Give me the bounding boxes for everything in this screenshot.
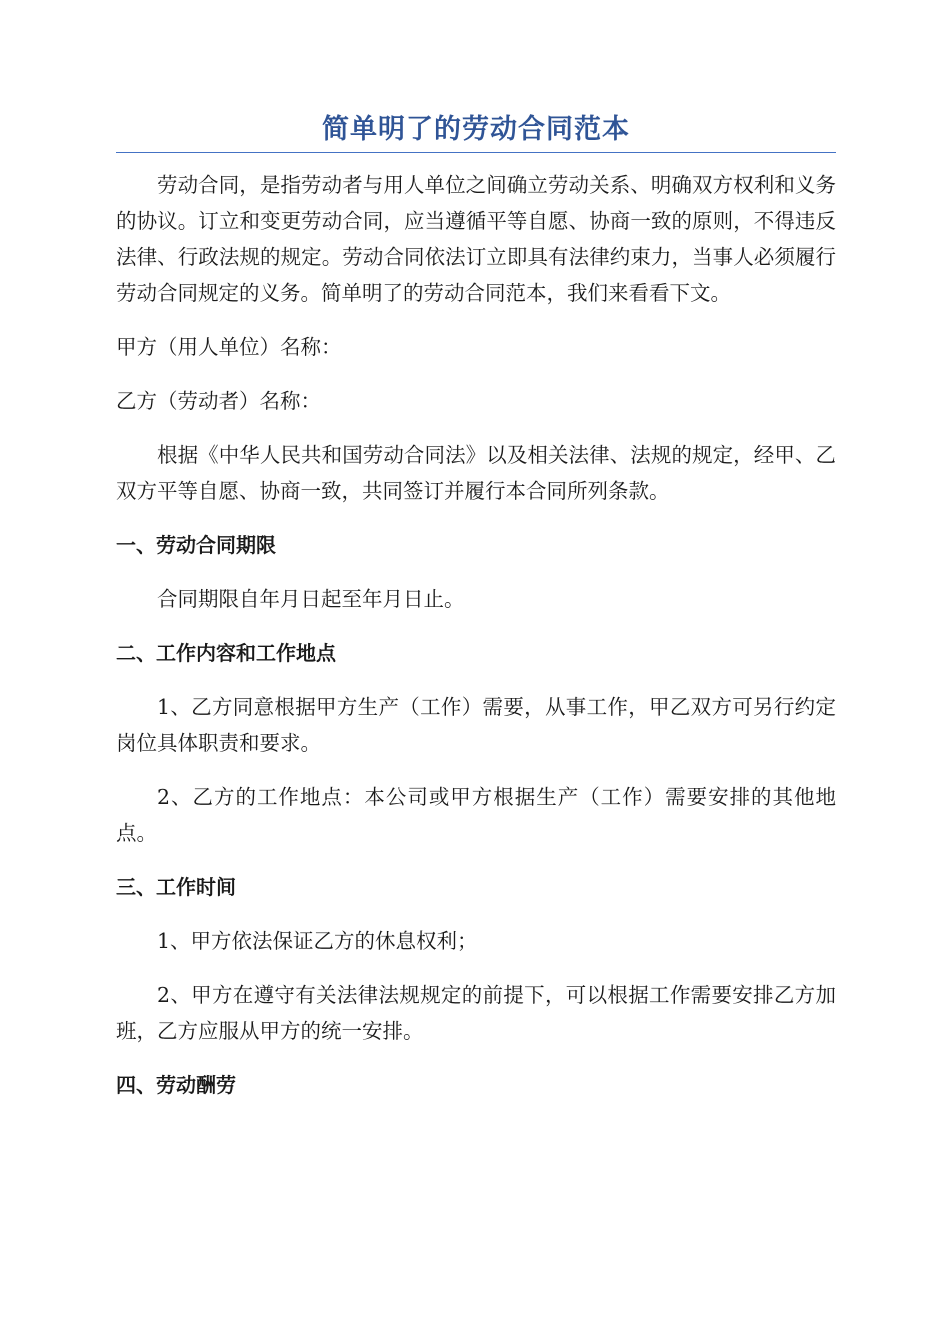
section-work-content-paragraph-1: 1、乙方同意根据甲方生产（工作）需要，从事工作，甲乙双方可另行约定岗位具体职责和要求。 xyxy=(116,695,836,755)
section-work-hours-paragraph-2: 2、甲方在遵守有关法律法规规定的前提下，可以根据工作需要安排乙方加班，乙方应服从甲方的统一安排。 xyxy=(116,983,836,1043)
section-term-paragraph: 合同期限自年月日起至年月日止。 xyxy=(157,587,465,611)
document-title: 简单明了的劳动合同范本 xyxy=(322,114,630,145)
section-work-content-paragraph-2: 2、乙方的工作地点：本公司或甲方根据生产（工作）需要安排的其他地点。 xyxy=(116,785,836,845)
preamble-paragraph: 根据《中华人民共和国劳动合同法》以及相关法律、法规的规定，经甲、乙双方平等自愿、协商一致，共同签订并履行本合同所列条款。 xyxy=(116,443,836,503)
section-heading-work-content: 二、工作内容和工作地点 xyxy=(116,641,336,665)
title-underline xyxy=(116,152,836,153)
document-page xyxy=(116,110,836,1121)
section-work-hours-paragraph-1: 1、甲方依法保证乙方的休息权利； xyxy=(157,929,478,953)
section-heading-remuneration: 四、劳动酬劳 xyxy=(116,1073,236,1097)
party-a-label: 甲方（用人单位）名称： xyxy=(116,335,342,359)
intro-paragraph: 劳动合同，是指劳动者与用人单位之间确立劳动关系、明确双方权利和义务的协议。订立和变更劳动合同，应当遵循平等自愿、协商一致的原则，不得违反法律、行政法规的规定。劳动合同依法订立即具有法律约束力，当事人必须履行劳动合同规定的义务。简单明了的劳动合同范本，我们来看看下文。 xyxy=(116,173,836,305)
section-heading-term: 一、劳动合同期限 xyxy=(116,533,276,557)
party-b-label: 乙方（劳动者）名称： xyxy=(116,389,321,413)
section-heading-work-hours: 三、工作时间 xyxy=(116,875,236,899)
